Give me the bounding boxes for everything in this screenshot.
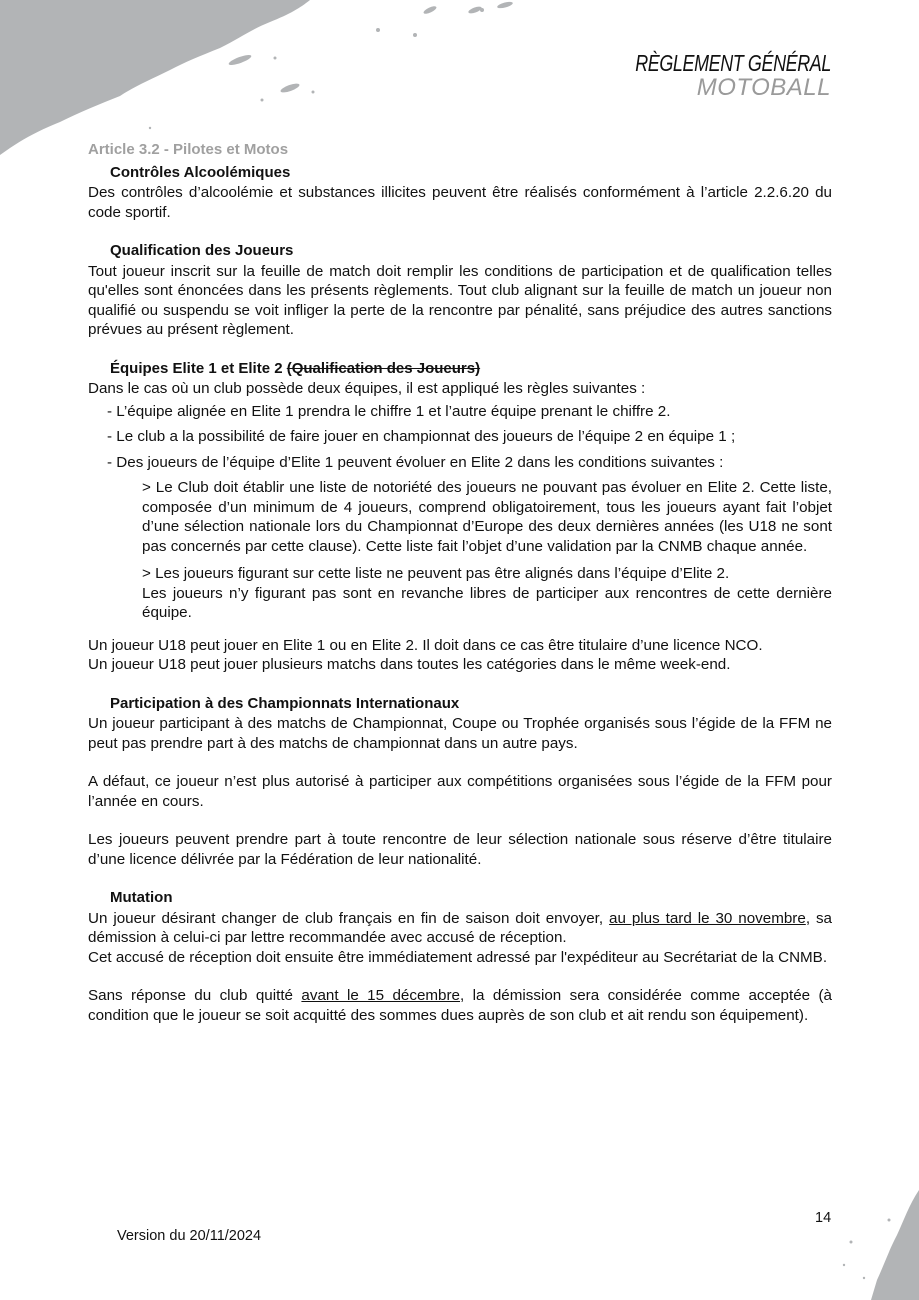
- text: Sans réponse du club quitté: [88, 987, 302, 1004]
- decorative-paint-stroke-top: [0, 0, 530, 160]
- paragraph-u18-2: Un joueur U18 peut jouer plusieurs matchs dans toutes les catégories dans le même week-end.: [88, 656, 731, 673]
- decorative-paint-stroke-bottom: [759, 1190, 919, 1300]
- document-brand: [580, 50, 831, 100]
- underlined-deadline: avant le 15 décembre: [301, 987, 461, 1004]
- section-heading-equipes: [110, 359, 832, 379]
- brand-subtitle: MOTOBALL: [696, 74, 831, 101]
- sub-clause-1: > Le Club doit établir une liste de notoriété des joueurs ne pouvant pas évoluer en Elite 2. Cette liste, composée d’un minimum de 4 joueurs, comprend obligatoirement, tous les joueurs ayant fait l’objet d’une sélection nationale lors du Championnat d’Europe des deux dernières années (les U18 ne sont pas concernés par cette clause). Cette liste fait l’objet d’une validation par la CNMB chaque année.: [142, 479, 832, 555]
- section-heading-participation: Participation à des Championnats Internationaux: [110, 694, 460, 712]
- footer-version: Version du 20/11/2024: [117, 1228, 262, 1244]
- section-heading-qualification: Qualification des Joueurs: [110, 242, 294, 259]
- struck-heading-text: (Qualification des Joueurs): [286, 359, 481, 377]
- section-heading-controles: Contrôles Alcoolémiques: [110, 163, 291, 181]
- brand-title: RÈGLEMENT GÉNÉRAL: [635, 50, 831, 76]
- sub-clause-2b: Les joueurs n’y figurant pas sont en revanche libres de participer aux rencontres de cette dernière équipe.: [142, 584, 832, 621]
- paragraph-mutation-2: Cet accusé de réception doit ensuite être immédiatement adressé par l'expéditeur au Secrétariat de la CNMB.: [88, 948, 828, 966]
- paragraph-equipes-intro: Dans le cas où un club possède deux équipes, il est appliqué les règles suivantes :: [88, 380, 646, 397]
- paragraph-mutation-1: [88, 909, 832, 948]
- text: , la démission sera considérée comme acceptée (à condition que le joueur se soit acquitté des sommes dues auprès de son club et ait rendu son équipement).: [88, 987, 832, 1024]
- paragraph-mutation-3: [88, 986, 832, 1025]
- paragraph-participation-3: Les joueurs peuvent prendre part à toute rencontre de leur sélection nationale sous réserve d’être titulaire d’une licence délivrée par la Fédération de leur nationalité.: [88, 831, 832, 868]
- list-item: - Le club a la possibilité de faire jouer en championnat des joueurs de l’équipe 2 en équipe 1 ;: [107, 428, 736, 445]
- underlined-deadline: au plus tard le 30 novembre: [609, 909, 806, 927]
- list-item: - L’équipe alignée en Elite 1 prendra le chiffre 1 et l’autre équipe prenant le chiffre 2.: [107, 402, 671, 420]
- paragraph-qualification: Tout joueur inscrit sur la feuille de match doit remplir les conditions de participation et de qualification telles qu'elles sont énoncées dans les présents règlements. Tout club alignant sur la feuille de match un joueur non qualifié ou suspendu se voit infliger la perte de la rencontre par pénalité, sans préjudice des autres sanctions prévues au présent règlement.: [88, 262, 832, 338]
- heading-text: Équipes Elite 1 et Elite 2: [110, 359, 283, 377]
- paragraph-participation-2: A défaut, ce joueur n’est plus autorisé à participer aux compétitions organisées sous l’égide de la FFM pour l’année en cours.: [88, 773, 832, 810]
- paragraph-controles: Des contrôles d’alcoolémie et substances illicites peuvent être réalisés conformément à l’article 2.2.6.20 du code sportif.: [88, 184, 832, 221]
- page-number: 14: [815, 1210, 832, 1226]
- article-title: Article 3.2 - Pilotes et Motos: [88, 141, 289, 158]
- list-item: - Des joueurs de l’équipe d’Elite 1 peuvent évoluer en Elite 2 dans les conditions suivantes :: [107, 453, 724, 471]
- text: , sa démission à celui-ci par lettre recommandée avec accusé de réception.: [88, 909, 832, 946]
- document-body: [88, 140, 832, 1025]
- sub-clause-2a: > Les joueurs figurant sur cette liste ne peuvent pas être alignés dans l’équipe d’Elite 2.: [142, 565, 730, 582]
- paragraph-participation-1: Un joueur participant à des matchs de Championnat, Coupe ou Trophée organisés sous l’égide de la FFM ne peut pas prendre part à des matchs de championnat dans un autre pays.: [88, 715, 832, 752]
- section-heading-mutation: Mutation: [110, 889, 173, 906]
- paragraph-u18-1: Un joueur U18 peut jouer en Elite 1 ou en Elite 2. Il doit dans ce cas être titulaire d’une licence NCO.: [88, 636, 763, 654]
- text: Un joueur désirant changer de club français en fin de saison doit envoyer,: [88, 909, 610, 927]
